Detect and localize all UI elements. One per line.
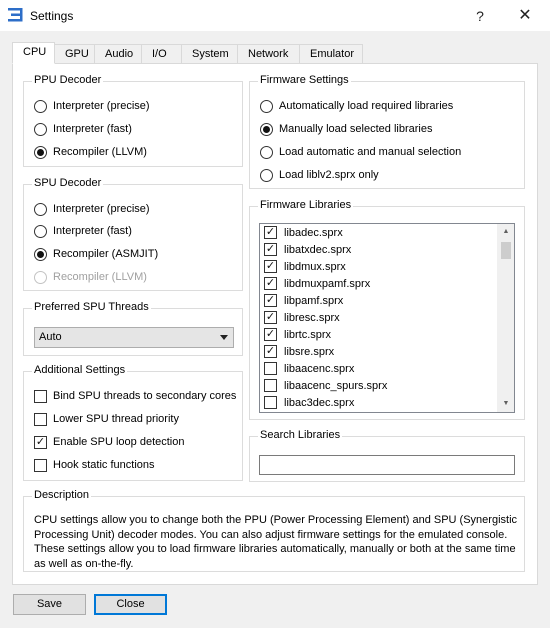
option-label: Recompiler (LLVM)	[53, 146, 147, 158]
hook-static-functions-checkbox[interactable]	[34, 457, 155, 473]
save-button[interactable]: Save	[13, 594, 86, 615]
rpcs3-logo-icon	[8, 8, 24, 22]
radio-indicator	[260, 100, 273, 113]
library-name: libpamf.sprx	[284, 294, 344, 307]
fw-liblv2-only-radio[interactable]	[260, 167, 379, 183]
library-name: librtc.sprx	[284, 328, 332, 341]
search-libraries-title: Search Libraries	[260, 429, 341, 441]
radio-indicator	[260, 123, 273, 136]
tab-io[interactable]: I/O	[142, 44, 182, 64]
spu-threads-dropdown[interactable]	[34, 327, 234, 348]
ppu-interpreter-fast-radio[interactable]	[34, 121, 132, 137]
description-line: as well as on-the-fly.	[34, 557, 134, 570]
firmware-libraries-list[interactable]	[259, 223, 515, 413]
option-label: Recompiler (LLVM)	[53, 271, 147, 283]
check-icon[interactable]: ✓	[265, 294, 276, 306]
check-icon[interactable]: ✓	[265, 260, 276, 272]
list-item[interactable]	[260, 258, 514, 275]
spu-loop-detection-checkbox[interactable]	[34, 434, 184, 450]
checkbox-box	[34, 390, 47, 403]
checkbox-box	[34, 459, 47, 472]
library-name: libadec.sprx	[284, 226, 343, 239]
additional-settings-group	[23, 364, 243, 481]
ppu-decoder-group	[23, 74, 243, 167]
spu-decoder-group	[23, 177, 243, 291]
option-label: Interpreter (precise)	[53, 100, 150, 112]
check-icon[interactable]: ✓	[265, 243, 276, 255]
chevron-down-icon	[220, 335, 228, 340]
additional-settings-title: Additional Settings	[34, 364, 126, 376]
check-icon[interactable]: ✓	[265, 311, 276, 323]
check-icon[interactable]: ✓	[265, 345, 276, 357]
list-item[interactable]	[260, 241, 514, 258]
spu-threads-title: Preferred SPU Threads	[34, 301, 149, 313]
radio-indicator	[34, 248, 47, 261]
spu-recompiler-llvm-radio	[34, 269, 147, 285]
help-button[interactable]: ?	[476, 8, 484, 24]
fw-auto-and-manual-radio[interactable]	[260, 144, 461, 160]
option-label: Recompiler (ASMJIT)	[53, 248, 159, 260]
checkbox-box[interactable]	[264, 379, 277, 392]
option-label: Load liblv2.sprx only	[279, 169, 379, 181]
firmware-settings-title: Firmware Settings	[260, 74, 349, 86]
library-name: libdmux.sprx	[284, 260, 346, 273]
checkbox-box[interactable]	[264, 362, 277, 375]
radio-indicator	[34, 123, 47, 136]
firmware-libraries-title: Firmware Libraries	[260, 199, 352, 211]
checkbox-box[interactable]	[264, 396, 277, 409]
option-label: Interpreter (fast)	[53, 123, 132, 135]
close-window-button[interactable]: ✕	[518, 7, 532, 24]
search-libraries-input[interactable]	[259, 455, 515, 475]
description-group	[23, 489, 525, 572]
description-title: Description	[34, 489, 90, 501]
option-label: Bind SPU threads to secondary cores	[53, 390, 237, 402]
description-line: These settings allow you to load firmware libraries automatically, manually or both at the same time	[34, 543, 516, 555]
search-libraries-group	[249, 429, 525, 482]
radio-indicator	[34, 146, 47, 159]
check-icon[interactable]: ✓	[265, 226, 276, 238]
ppu-decoder-title: PPU Decoder	[34, 74, 102, 86]
option-label: Manually load selected libraries	[279, 123, 433, 135]
list-item[interactable]	[260, 292, 514, 309]
tab-cpu[interactable]: CPU	[12, 42, 55, 64]
option-label: Interpreter (precise)	[53, 203, 150, 215]
ppu-interpreter-precise-radio[interactable]	[34, 98, 150, 114]
title-bar	[0, 0, 550, 31]
option-label: Interpreter (fast)	[53, 225, 132, 237]
scroll-up-arrow-icon[interactable]: ▲	[502, 228, 510, 235]
tab-audio[interactable]: Audio	[95, 44, 142, 64]
settings-tabs	[12, 43, 363, 64]
library-name: libresc.sprx	[284, 311, 340, 324]
spu-interpreter-fast-radio[interactable]	[34, 223, 132, 239]
library-name: libdmuxpamf.sprx	[284, 277, 371, 290]
window-title: Settings	[30, 9, 74, 23]
radio-indicator	[34, 100, 47, 113]
list-item[interactable]	[260, 377, 514, 394]
option-label: Enable SPU loop detection	[53, 436, 185, 448]
option-label: Automatically load required libraries	[279, 100, 454, 112]
fw-manual-load-radio[interactable]	[260, 121, 432, 137]
firmware-libraries-group	[249, 199, 525, 420]
close-button[interactable]: Close	[94, 594, 167, 615]
library-name: libac3dec.sprx	[284, 396, 355, 409]
description-line: Processing Unit) decoder modes. You can also adjust firmware settings for the emulated console.	[34, 528, 508, 541]
list-item[interactable]	[260, 309, 514, 326]
description-text	[34, 513, 534, 571]
radio-indicator	[260, 169, 273, 182]
list-item[interactable]	[260, 224, 514, 241]
library-name: libaacenc.sprx	[284, 362, 355, 375]
list-item[interactable]	[260, 360, 514, 377]
library-name: libsre.sprx	[284, 345, 335, 358]
check-icon: ✓	[35, 435, 46, 448]
check-icon[interactable]: ✓	[265, 328, 276, 340]
radio-indicator	[34, 203, 47, 216]
scroll-down-arrow-icon[interactable]: ▼	[502, 400, 510, 407]
option-label: Hook static functions	[53, 459, 155, 471]
library-name: libatxdec.sprx	[284, 243, 352, 256]
check-icon[interactable]: ✓	[265, 277, 276, 289]
tab-emulator[interactable]: Emulator	[300, 44, 363, 64]
vertical-scrollbar[interactable]	[497, 224, 514, 412]
spu-interpreter-precise-radio[interactable]	[34, 201, 150, 217]
list-item[interactable]	[260, 394, 514, 411]
lower-spu-priority-checkbox[interactable]	[34, 411, 179, 427]
fw-auto-load-radio[interactable]	[260, 98, 453, 114]
scrollbar-thumb[interactable]	[501, 242, 511, 259]
checkbox-box	[34, 413, 47, 426]
ppu-recompiler-llvm-radio[interactable]	[34, 144, 147, 160]
description-line: CPU settings allow you to change both the PPU (Power Processing Element) and SPU (Synergistic	[34, 514, 518, 526]
radio-indicator	[34, 225, 47, 238]
firmware-settings-group	[249, 74, 525, 189]
bind-spu-threads-checkbox[interactable]	[34, 388, 236, 404]
cpu-tab-panel	[12, 63, 538, 585]
tab-network[interactable]: Network	[238, 44, 300, 64]
list-item[interactable]	[260, 275, 514, 292]
radio-indicator	[34, 271, 47, 284]
list-item[interactable]	[260, 343, 514, 360]
list-item[interactable]	[260, 326, 514, 343]
spu-threads-group	[23, 301, 243, 356]
spu-decoder-title: SPU Decoder	[34, 177, 102, 189]
spu-recompiler-asmjit-radio[interactable]	[34, 246, 158, 262]
tab-gpu[interactable]: GPU	[55, 44, 95, 64]
radio-indicator	[260, 146, 273, 159]
option-label: Lower SPU thread priority	[53, 413, 179, 425]
dropdown-value: Auto	[39, 331, 62, 343]
library-name: libaacenc_spurs.sprx	[284, 379, 388, 392]
option-label: Load automatic and manual selection	[279, 146, 462, 158]
tab-system[interactable]: System	[182, 44, 238, 64]
